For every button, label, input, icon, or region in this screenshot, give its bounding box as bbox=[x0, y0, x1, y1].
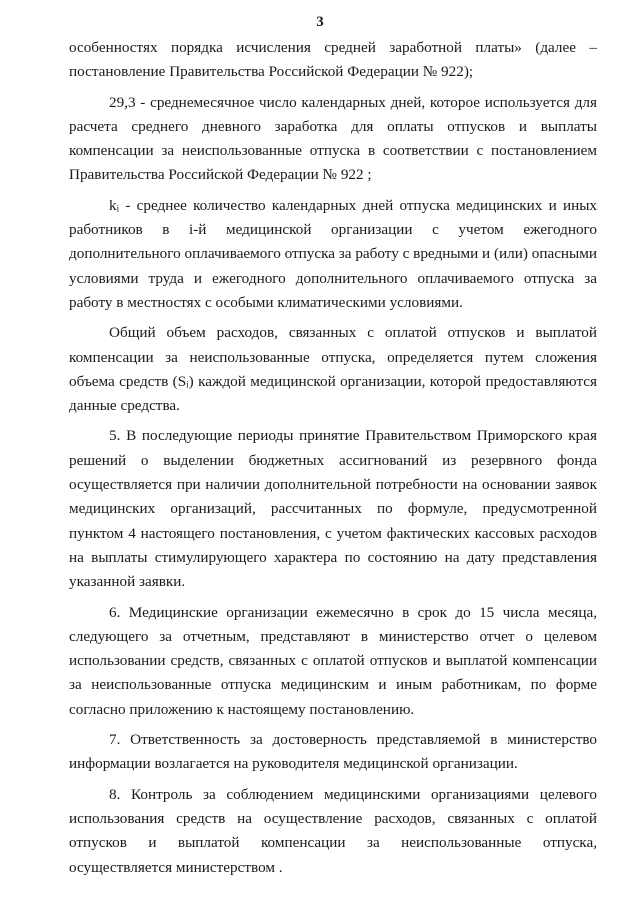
paragraph-item-7: 7. Ответственность за достоверность представляемой в министерство информации возлагается на руководителя медицинской организации. bbox=[69, 731, 597, 773]
paragraph-item-5: 5. В последующие периоды принятие Правительством Приморского края решений о выделении бюджетных ассигнований из резервного фонда осуществляется при наличии дополнительной потребности на основании заявок медицинских организаций, рассчитанных по формуле, предусмотренной пунктом 4 настоящего постановления, с учетом фактических кассовых расходов на выплаты стимулирующего характера по состоянию на дату представления указанной заявки. bbox=[69, 427, 597, 591]
paragraph-days-constant: 29,3 - среднемесячное число календарных дней, которое используется для расчета среднего дневного заработка для оплаты отпусков и выплаты компенсации за неиспользованные отпуска в соответствии с постановлением Правительства Российской Федерации № 922 ; bbox=[69, 93, 597, 184]
paragraph-item-8: 8. Контроль за соблюдением медицинскими организациями целевого использования средств на осуществление расходов, связанных с оплатой отпусков и выплатой компенсации за неиспользованные отпуска, осуществляется министерством . bbox=[69, 785, 597, 876]
paragraph-item-6: 6. Медицинские организации ежемесячно в срок до 15 числа месяца, следующего за отчетным, представляют в министерство отчет о целевом использовании средств, связанных с оплатой отпусков и выплатой компенсации за неиспользованные отпуска медицинским и иным работникам, по форме согласно приложению к настоящему постановлению. bbox=[69, 603, 597, 718]
paragraph-ki-definition: kᵢ - среднее количество календарных дней отпуска медицинских и иных работников в i-й медицинской организации с учетом ежегодного дополнительного оплачиваемого отпуска за работу с вредными и (или) опасными условиями труда и ежегодного дополнительного оплачиваемого отпуска за работу в местностях с особыми климатическими условиями. bbox=[69, 196, 598, 311]
paragraph-total-expenses: Общий объем расходов, связанных с оплатой отпусков и выплатой компенсации за неиспользованные отпуска, определяется путем сложения объема средств (Sᵢ) каждой медицинской организации, которой предоставляются данные средства. bbox=[69, 324, 597, 415]
document-body bbox=[69, 36, 597, 886]
page-number: 3 bbox=[316, 14, 324, 30]
paragraph-intro-continuation: особенностях порядка исчисления средней заработной платы» (далее – постановление Правительства Российской Федерации № 922); bbox=[69, 39, 597, 81]
